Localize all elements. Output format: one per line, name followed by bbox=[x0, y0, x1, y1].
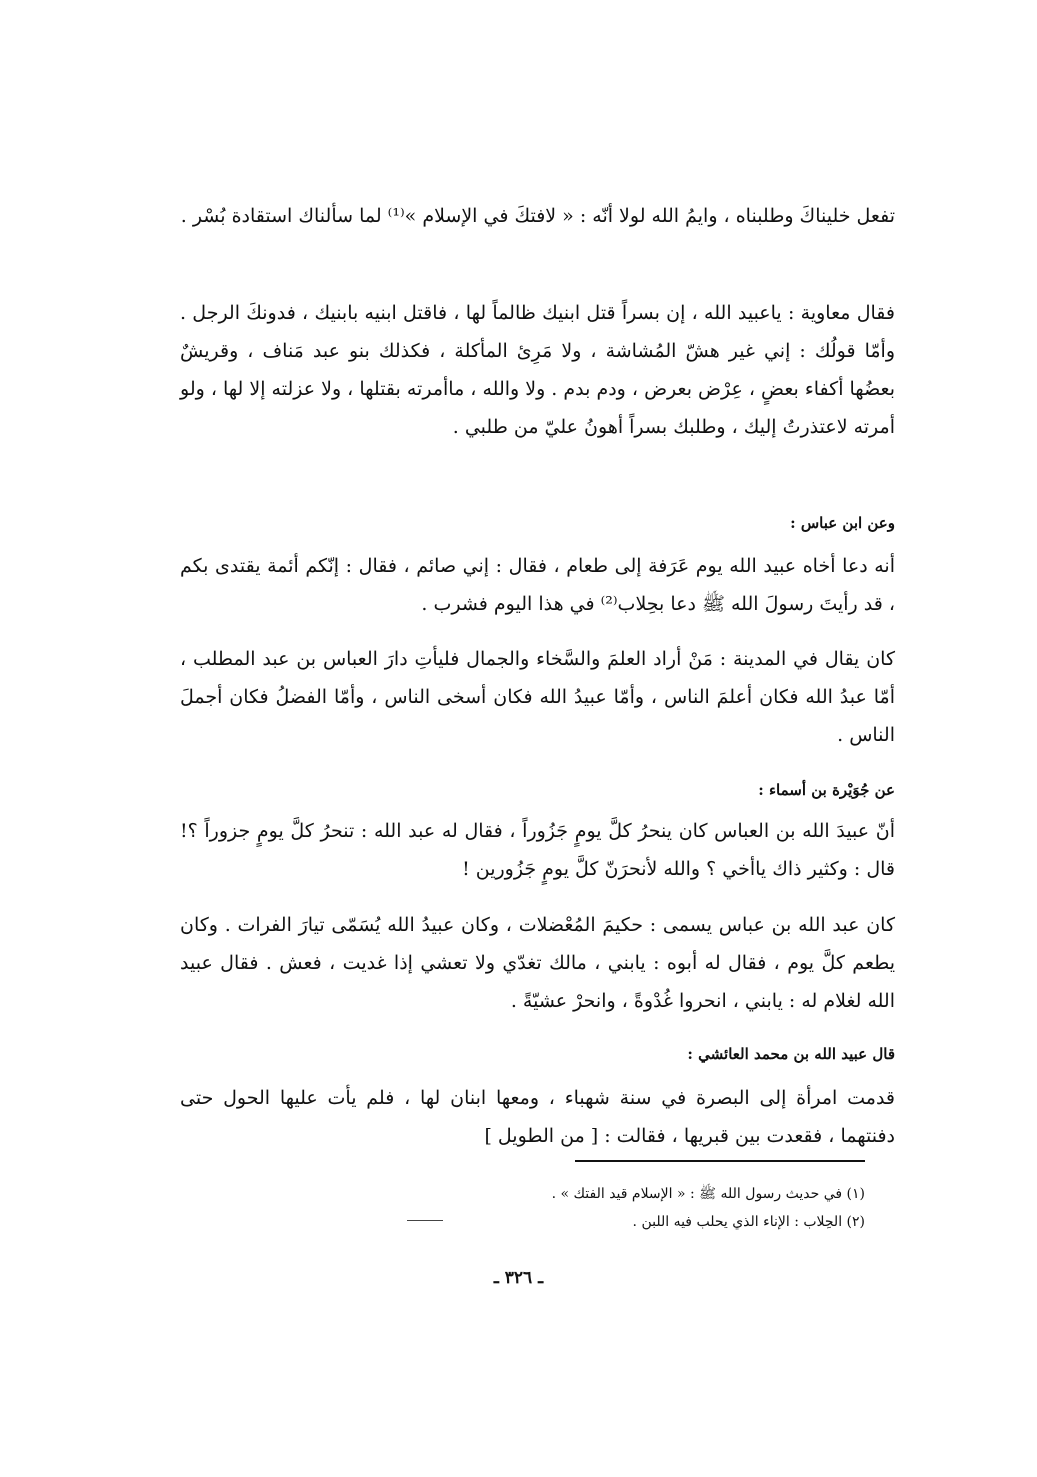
paragraph-text: تفعل خليناكَ وطلبناه ، وايمُ الله لولا أنّه : « لافتكَ في الإسلام »⁽¹⁾ لما سألناك استقادة بُسْر . bbox=[180, 205, 895, 227]
footnotes bbox=[445, 1180, 865, 1236]
stray-mark bbox=[407, 1220, 443, 1221]
section-heading-juwayra: عن جُوَيْرة بن أسماء : bbox=[758, 781, 895, 799]
paragraph-text: أنّ عبيدَ الله بن العباس كان ينحرُ كلَّ يومٍ جَزُوراً ، فقال له عبد الله : تنحرُ كلَّ يومٍ جزوراً ؟! قال : وكثير ذاك ياأخي ؟ والله لأنحرَنّ كلَّ يومٍ جَزُورين ! bbox=[180, 820, 895, 880]
paragraph-text: قدمت امرأة إلى البصرة في سنة شهباء ، ومعها ابنان لها ، فلم يأت عليها الحول حتى دفنتهما ، فقعدت بين قبريها ، فقالت : [ من الطويل ] bbox=[180, 1087, 895, 1147]
paragraph-text: أنه دعا أخاه عبيد الله يوم عَرَفة إلى طعام ، فقال : إني صائم ، فقال : إنّكم أئمة يقتدى بكم ، قد رأيتَ رسولَ الله ﷺ دعا بحِلاب⁽²⁾ في هذا اليوم فشرب . bbox=[180, 555, 895, 615]
paragraph-2 bbox=[180, 294, 895, 446]
footnote-2: (٢) الحِلاب : الإناء الذي يحلب فيه اللبن . bbox=[632, 1214, 865, 1230]
paragraph-4 bbox=[180, 640, 895, 754]
paragraph-text: كان عبد الله بن عباس يسمى : حكيمَ المُعْضلات ، وكان عبيدُ الله يُسَمّى تيارَ الفرات . وكان يطعم كلَّ يوم ، فقال له أبوه : يابني ، مالك تغدّي ولا تعشي إذا غديت ، فعش . فقال عبيد الله لغلام له : يابني ، انحروا غُدْوةً ، وانحرْ عشيّةً . bbox=[180, 914, 895, 1012]
section-heading-ibn-abbas: وعن ابن عباس : bbox=[790, 514, 895, 532]
paragraph-text: كان يقال في المدينة : مَنْ أراد العلمَ والسَّخاء والجمال فليأتِ دارَ العباس بن عبد المطلب ، أمّا عبدُ الله فكان أعلمَ الناس ، وأمّا عبيدُ الله فكان أسخى الناس ، وأمّا الفضلُ فكان أجملَ الناس . bbox=[180, 648, 895, 746]
paragraph-3 bbox=[180, 547, 895, 623]
section-heading-aishi: قال عبيد الله بن محمد العائشي : bbox=[687, 1045, 895, 1063]
footnote-separator bbox=[575, 1160, 865, 1162]
paragraph-5 bbox=[180, 812, 895, 888]
paragraph-1 bbox=[180, 197, 895, 235]
footnote-1: (١) في حديث رسول الله ﷺ : « الإسلام قيد الفتك » . bbox=[551, 1186, 865, 1202]
paragraph-6 bbox=[180, 906, 895, 1020]
page-number: ـ ٣٢٦ ـ bbox=[493, 1268, 544, 1288]
paragraph-text: فقال معاوية : ياعبيد الله ، إن بسراً قتل ابنيك ظالماً لها ، فاقتل ابنيه بابنيك ، فدونكَ الرجل . وأمّا قولُك : إني غير هشّ المُشاشة ، ولا مَرِئ المأكلة ، فكذلك بنو عبد مَناف ، وقريشٌ بعضُها أكفاء بعضٍ ، عِرْض بعرض ، ودم بدم . ولا والله ، ماأمرته بقتلها ، ولا عزلته إلا لها ، ولو أمرته لاعتذرتُ إليك ، وطلبك بسراً أهونُ عليّ من طلبي . bbox=[180, 302, 896, 438]
paragraph-7 bbox=[180, 1079, 895, 1155]
